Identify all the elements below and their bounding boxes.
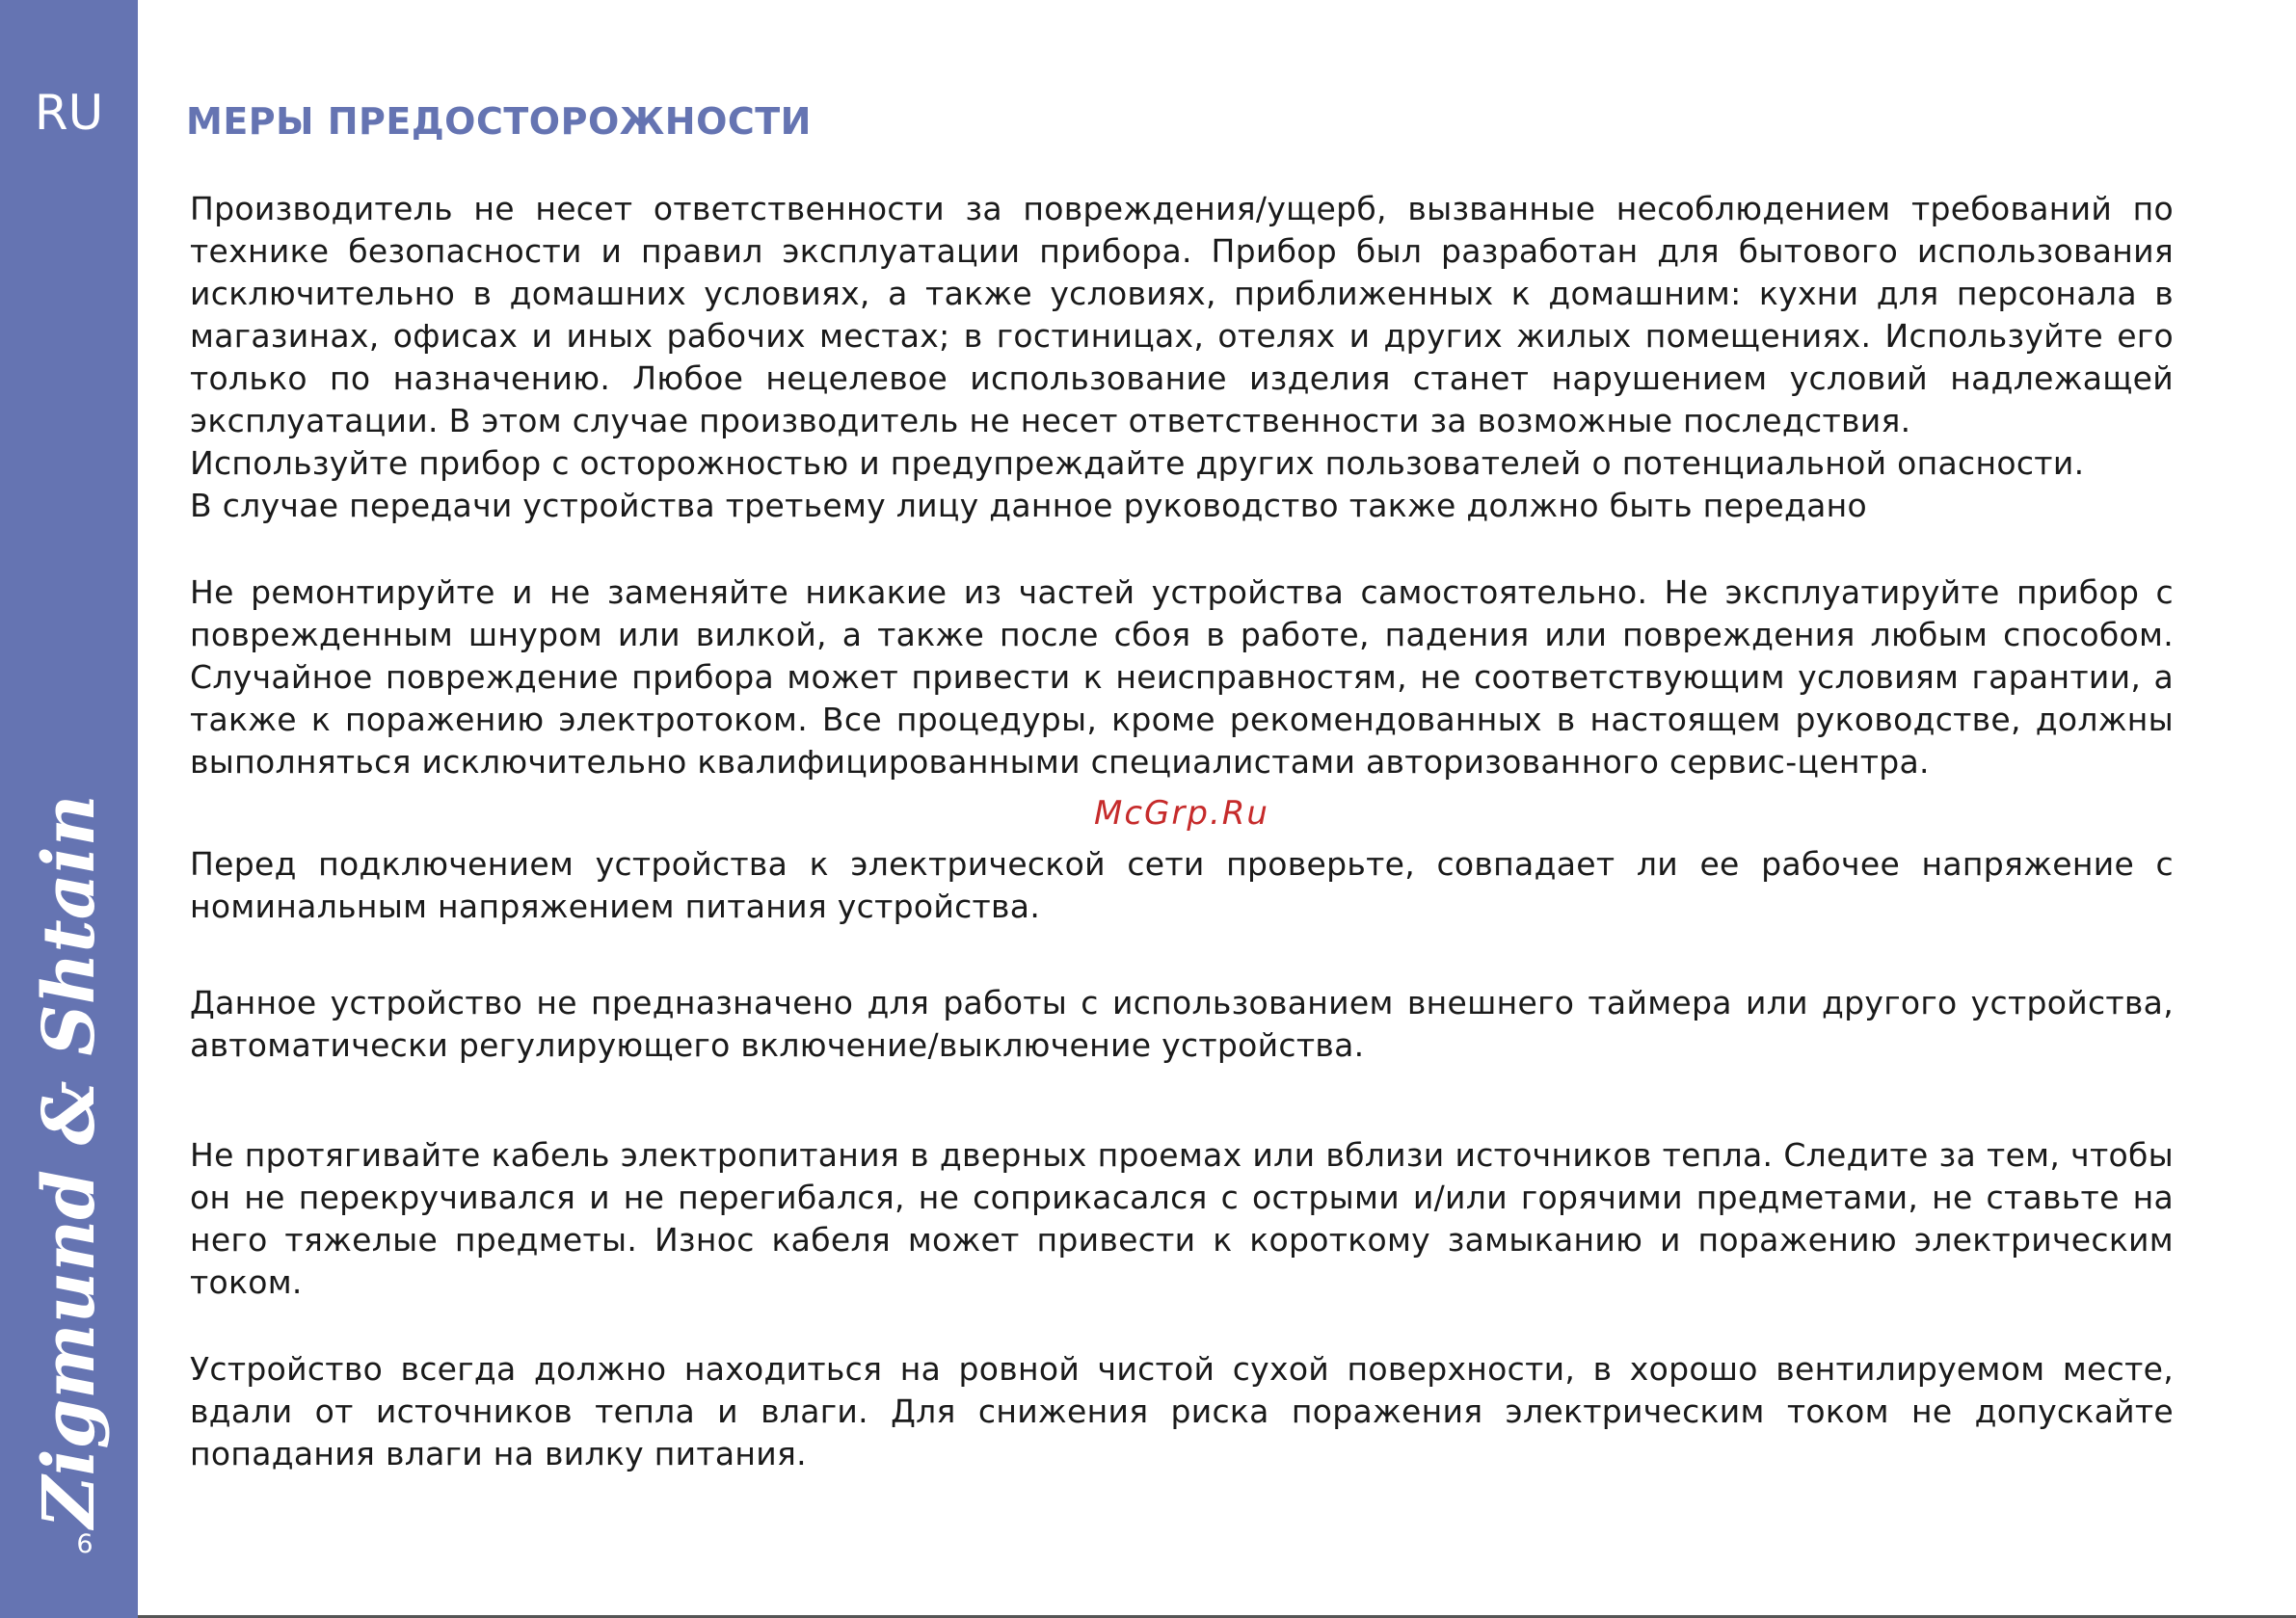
paragraph-placement: Устройство всегда должно находиться на ровной чистой сухой поверхности, в хорошо вентилируемом месте, вдали от источников тепла и влаги. Для снижения риска поражения электрическим током не допускайте попадания влаги на вилку питания. bbox=[190, 1350, 2174, 1472]
paragraph-responsibility: Производитель не несет ответственности за повреждения/ущерб, вызванные несоблюдением требований по технике безопасности и правил эксплуатации прибора. Прибор был разработан для бытового использования исключительно в домашних условиях, а также условиях, приближенных к домашним: кухни для персонала в магазинах, офисах и иных рабочих местах; в гостиницах, отелях и других жилых помещениях. Используйте его только по назначению. Любое нецелевое использование изделия станет нарушением условий надлежащей эксплуатации. В этом случае производитель не несет ответственности за возможные последствия. bbox=[190, 190, 2174, 439]
paragraph-cable: Не протягивайте кабель электропитания в дверных проемах или вблизи источников тепла. Следите за тем, чтобы он не перекручивался и не перегибался, не соприкасался с острыми и/или горячими предметами, не ставьте на него тяжелые предметы. Износ кабеля может привести к короткому замыканию и поражению электрическим током. bbox=[190, 1136, 2174, 1301]
sidebar bbox=[0, 0, 138, 1618]
language-label: RU bbox=[34, 85, 104, 141]
section-title: МЕРЫ ПРЕДОСТОРОЖНОСТИ bbox=[186, 100, 812, 143]
paragraph-repair: Не ремонтируйте и не заменяйте никакие из частей устройства самостоятельно. Не эксплуатируйте прибор с поврежденным шнуром или вилкой, а также после сбоя в работе, падения или повреждения любым способом. Случайное повреждение прибора может привести к неисправностям, не соответствующим условиям гарантии, а также к поражению электротоком. Все процедуры, кроме рекомендованных в настоящем руководстве, должны выполняться исключительно квалифицированными специалистами авторизованного сервис-центра. bbox=[190, 573, 2174, 781]
paragraph-caution: Используйте прибор с осторожностью и предупреждайте других пользователей о потенциальной опасности. bbox=[190, 444, 2085, 482]
paragraph-handover: В случае передачи устройства третьему лицу данное руководство также должно быть передано bbox=[190, 487, 1867, 524]
paragraph-timer: Данное устройство не предназначено для работы с использованием внешнего таймера или другого устройства, автоматически регулирующего включение/выключение устройства. bbox=[190, 984, 2174, 1064]
paragraph-voltage: Перед подключением устройства к электрической сети проверьте, совпадает ли ее рабочее напряжение с номинальным напряжением питания устройства. bbox=[190, 845, 2174, 925]
watermark: McGrp.Ru bbox=[1094, 794, 1269, 833]
page-number: 6 bbox=[76, 1529, 93, 1559]
brand-logo: Zigmund & Shtain bbox=[28, 794, 111, 1528]
document-body bbox=[190, 188, 2174, 1475]
